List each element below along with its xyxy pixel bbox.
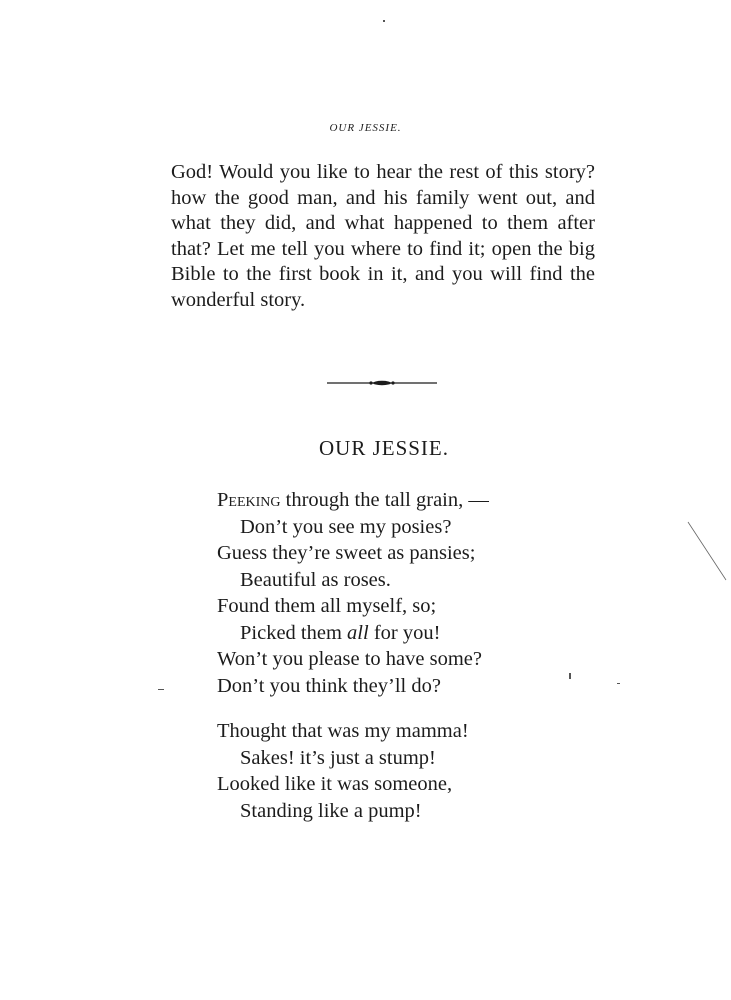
- scan-speck: [617, 683, 620, 684]
- poem-title: OUR JESSIE.: [318, 436, 450, 460]
- poem-line: [217, 620, 557, 647]
- poem-line: [217, 487, 557, 514]
- line-text: for you!: [368, 621, 441, 644]
- stanza-2: [217, 718, 557, 824]
- scan-speck: [158, 689, 164, 690]
- line-text: through the tall grain, —: [280, 489, 489, 511]
- stanza-1: [217, 487, 557, 699]
- poem-line: Beautiful as roses.: [240, 568, 391, 591]
- poem-line: Standing like a pump!: [240, 799, 422, 822]
- opening-word: Peeking: [217, 489, 281, 511]
- poem-line: Looked like it was someone,: [217, 773, 453, 795]
- line-text: Picked them: [240, 621, 348, 644]
- prose-block: [171, 160, 595, 313]
- poem-line: Sakes! it’s just a stump!: [240, 746, 436, 769]
- scan-speck: [383, 20, 385, 22]
- running-head: OUR JESSIE.: [329, 122, 402, 134]
- poem-line: Guess they’re sweet as pansies;: [217, 542, 476, 564]
- emphasized-word: all: [347, 621, 369, 644]
- poem-line: Thought that was my mamma!: [217, 720, 469, 742]
- prose-paragraph: God! Would you like to hear the rest of this story? how the good man, and his family went out, and what they did, and what happened to them after that? Let me tell you where to find it; open the big Bible to the first book in it, and you will find the wonderful story.: [171, 161, 595, 311]
- poem-line: Won’t you please to have some?: [217, 648, 482, 670]
- poem-line: Don’t you think they’ll do?: [217, 674, 441, 697]
- scan-mark: [686, 520, 731, 590]
- scan-speck: [569, 673, 571, 679]
- poem-line: Don’t you see my posies?: [240, 515, 452, 538]
- section-divider-ornament: [327, 380, 437, 386]
- poem: [217, 487, 557, 843]
- poem-line: Found them all myself, so;: [217, 595, 437, 617]
